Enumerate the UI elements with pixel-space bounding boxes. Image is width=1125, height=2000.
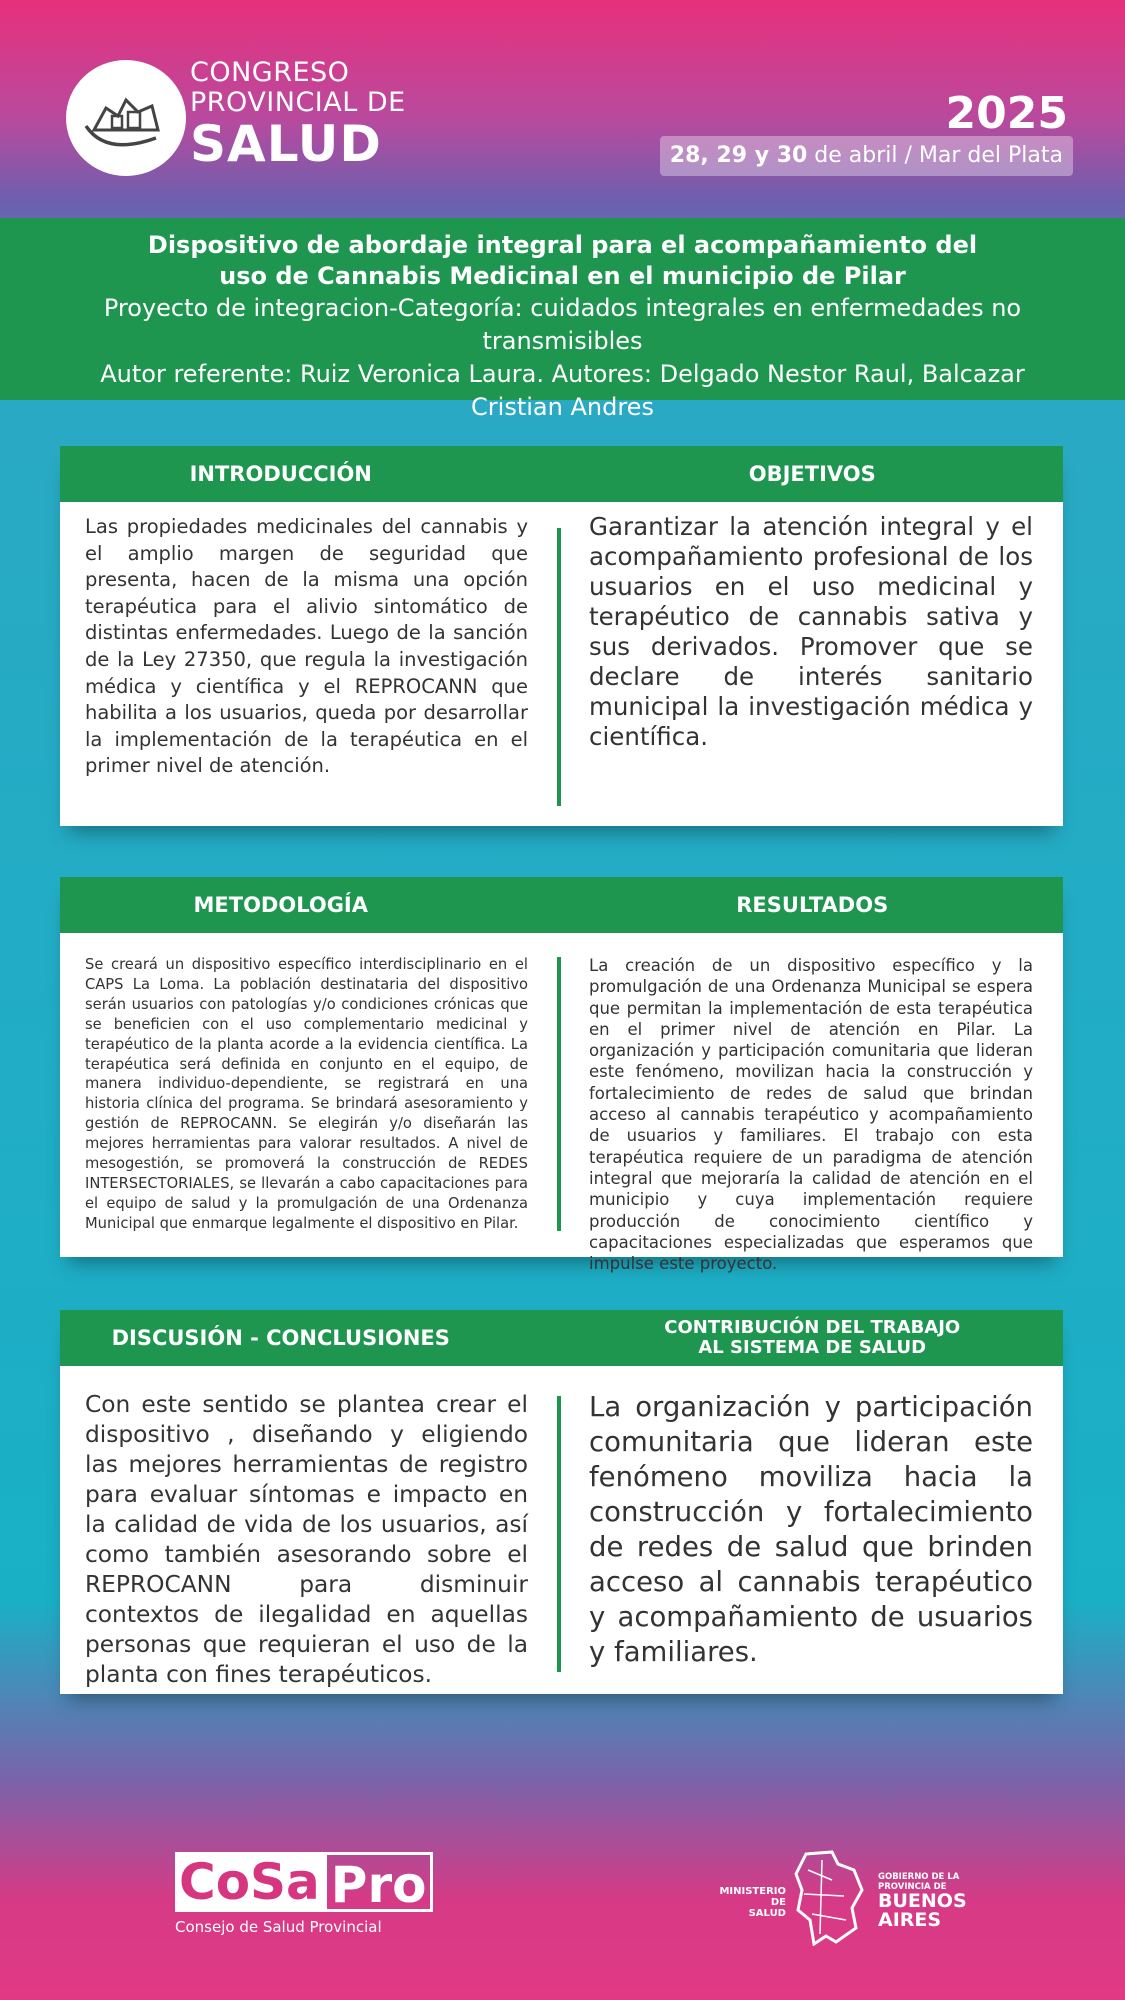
objectives-text: Garantizar la atención integral y el acompañamiento profesional de los usuarios en el uso medicinal y terapéutico de cannabis sativa y sus derivados. Promover que se declare de interés sanitario municipal la investigación médica y científica. (589, 512, 1033, 751)
methodology-heading: METODOLOGÍA (193, 893, 368, 917)
card-header (60, 1310, 1063, 1366)
contribution-heading (562, 1310, 1064, 1366)
gov-line-4: AIRES (878, 1909, 942, 1931)
column-divider (557, 1396, 561, 1672)
intro-text: Las propiedades medicinales del cannabis y el amplio margen de seguridad que presenta, hacen de la misma una opción terapéutica para el alivio sintomático de distintas enfermedades. Luego de la sanción de la Ley 27350, que regula la investigación médica y científica y el REPROCANN que habilita a los usuarios, queda por desarrollar la implementación de la terapéutica en el primer nivel de atención. (85, 515, 528, 778)
cosapro-logo (175, 1852, 433, 1936)
event-dates (660, 136, 1073, 176)
gov-line-1: GOBIERNO DE LA (878, 1872, 960, 1882)
government-label (878, 1872, 967, 1930)
cosapro-subtitle: Consejo de Salud Provincial (175, 1918, 382, 1936)
title-band (0, 218, 1125, 421)
brand-line-2: PROVINCIAL DE (190, 87, 406, 118)
ministry-line-2: SALUD (748, 1908, 786, 1919)
column-divider (557, 528, 561, 806)
card-header (60, 877, 1063, 933)
contribution-heading-line-1: CONTRIBUCIÓN DEL TRABAJO (664, 1317, 961, 1338)
cosapro-word-part1: CoSa (175, 1852, 324, 1912)
contribution-heading-line-2: AL SISTEMA DE SALUD (698, 1337, 927, 1358)
methodology-text: Se creará un dispositivo específico interdisciplinario en el CAPS La Loma. La población destinataria del dispositivo serán usuarios con patologías y/o condiciones crónicas que se beneficien con el uso complementario medicinal y terapéutico de la planta acorde a la evidencia científica. La terapéutica será definida en conjunto en el equipo, de manera individuo-dependiente, se registrará en una historia clínica del programa. Se brindará asesoramiento y gestión de REPROCANN. Se elegirán y/o diseñarán las mejores herramientas para valorar resultados. A nivel de mesogestión, se promoverá la construcción de REDES INTERSECTORIALES, se llevarán a cabo capacitaciones para el equipo de salud y la promulgación de una Ordenanza Municipal que enmarque legalmente el dispositivo en Pilar. (85, 956, 528, 1232)
brand-line-3: SALUD (190, 115, 382, 173)
results-text: La creación de un dispositivo específico y la promulgación de una Ordenanza Municipal se espera que permitan la implementación de esta terapéutica en el primer nivel de atención en Pilar. La organización y participación comunitaria que lideran este fenómeno, movilizan hacia la construcción y fortalecimiento de redes de salud que brindan acceso al cannabis terapéutico y acompañamiento de usuarios y familiares. El trabajo con esta terapéutica requiere de un paradigma de atención integral que mejoraría la calidad de atención en el municipio y cuya implementación requiere producción de conocimiento científico y capacitaciones especializadas que esperamos que impulse este proyecto. (589, 956, 1033, 1274)
column-divider (557, 957, 561, 1231)
buenos-aires-map-icon (792, 1850, 864, 1946)
card-intro-objectives (60, 446, 1063, 826)
poster-category: Proyecto de integracion-Categoría: cuidados integrales en enfermedades no transmisibles (103, 294, 1022, 355)
ministry-label (708, 1886, 786, 1919)
intro-heading: INTRODUCCIÓN (189, 462, 372, 486)
card-header (60, 446, 1063, 502)
event-month-place: de abril / Mar del Plata (807, 143, 1063, 168)
objectives-heading: OBJETIVOS (748, 462, 876, 486)
gov-line-2: PROVINCIA DE (878, 1882, 947, 1892)
event-days: 28, 29 y 30 (669, 143, 808, 168)
ministry-line-1: MINISTERIO DE (719, 1886, 786, 1908)
discussion-text: Con este sentido se plantea crear el dispositivo , diseñando y eligiendo las mejores herramientas de registro para evaluar síntomas e impacto en la calidad de vida de los usuarios, así como también asesorando sobre el REPROCANN para disminuir contextos de ilegalidad en aquellas personas que requieran el uso de la planta con fines terapéuticos. (85, 1391, 528, 1688)
congress-brand (190, 57, 406, 173)
cosapro-word-part2: Pro (324, 1852, 434, 1912)
event-year: 2025 (945, 88, 1068, 139)
card-method-results (60, 877, 1063, 1274)
discussion-heading: DISCUSIÓN - CONCLUSIONES (111, 1326, 450, 1350)
card-discussion-contribution (60, 1310, 1063, 1694)
brand-line-1: CONGRESO (190, 57, 350, 88)
poster-authors: Autor referente: Ruiz Veronica Laura. Autores: Delgado Nestor Raul, Balcazar Cristian Andres (100, 360, 1025, 421)
congress-logo-icon (66, 60, 186, 176)
results-heading: RESULTADOS (736, 893, 889, 917)
contribution-text: La organización y participación comunitaria que lideran este fenómeno moviliza hacia la construcción y fortalecimiento de redes de salud que brinden acceso al cannabis terapéutico y acompañamiento de usuarios y familiares. (589, 1391, 1033, 1668)
poster-title: Dispositivo de abordaje integral para el acompañamiento del uso de Cannabis Medicinal en el municipio de Pilar (147, 231, 978, 290)
gov-line-3: BUENOS (878, 1890, 967, 1912)
